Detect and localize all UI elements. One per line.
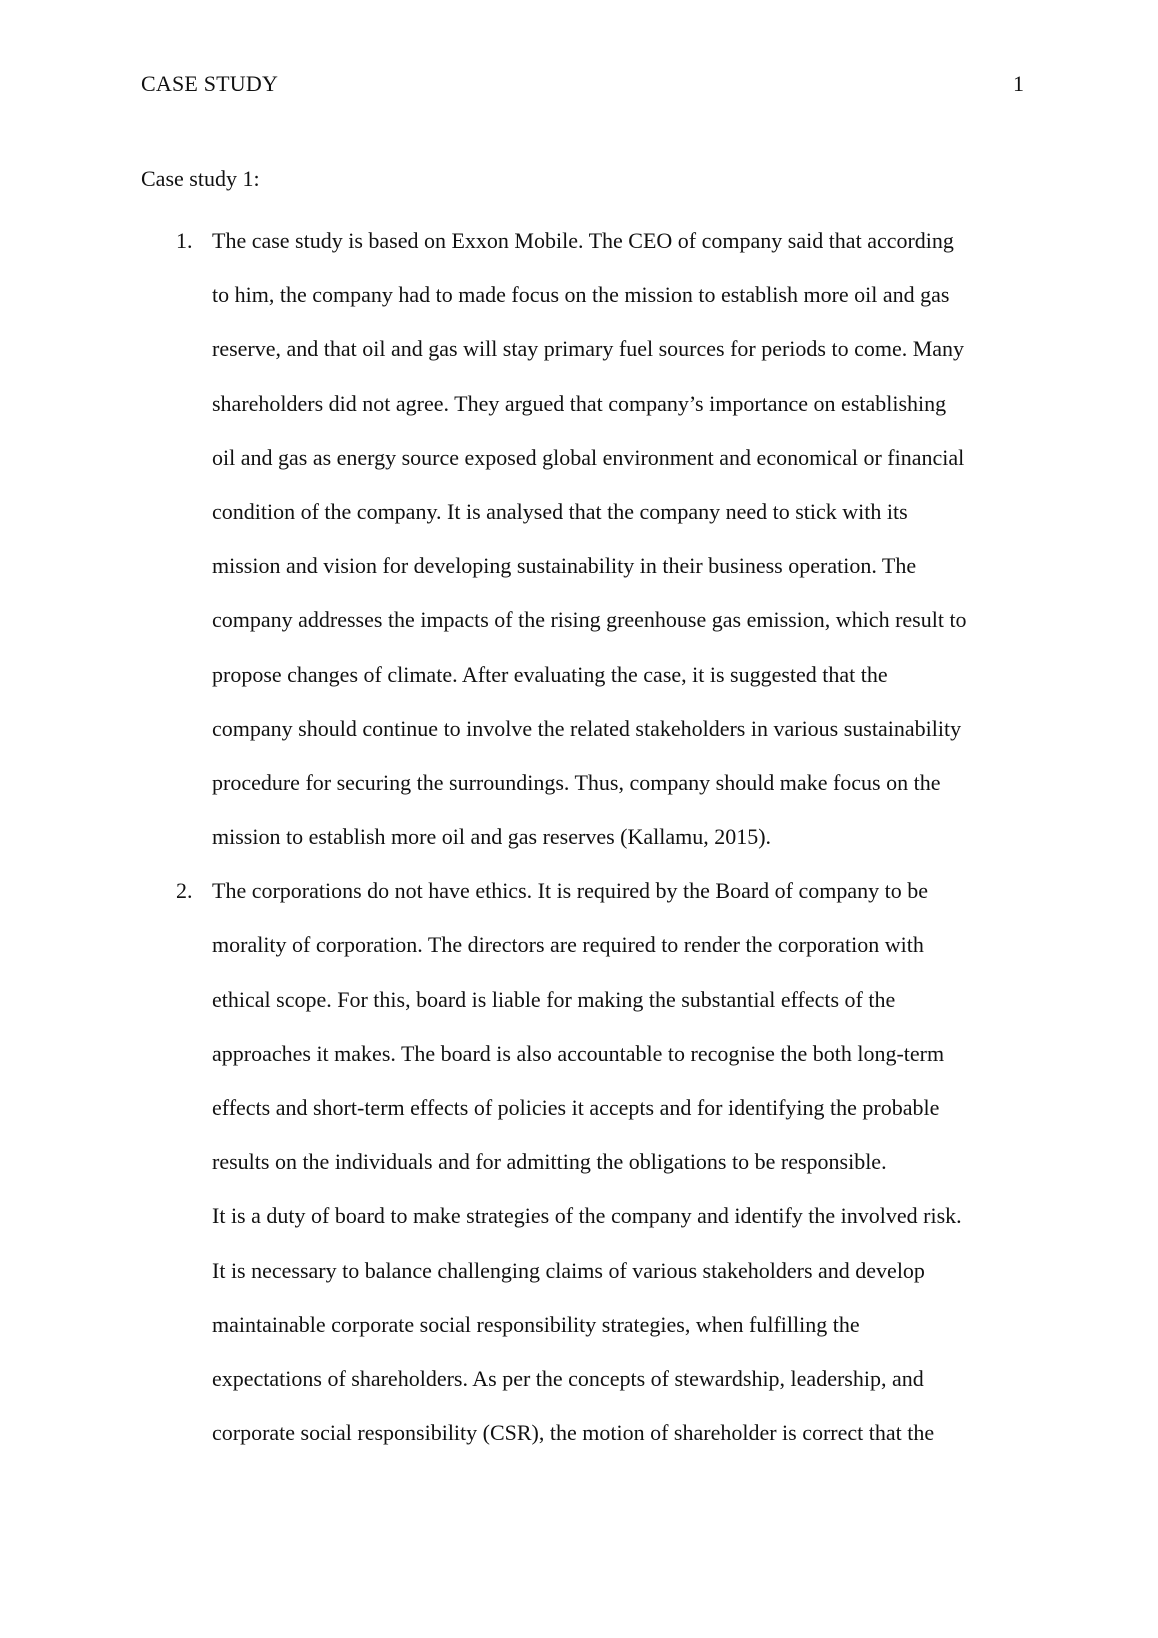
paragraph-line: procedure for securing the surroundings. Thus, company should make focus on the — [212, 769, 941, 795]
paragraph-line: expectations of shareholders. As per the concepts of stewardship, leadership, and — [212, 1365, 924, 1391]
list-item-paragraph — [212, 214, 1021, 864]
list-item-paragraph — [212, 864, 1021, 1460]
paragraph-line: It is necessary to balance challenging claims of various stakeholders and develop — [212, 1257, 925, 1283]
numbered-list — [141, 214, 1021, 1460]
page-number: 1 — [1013, 71, 1024, 96]
section-heading: Case study 1: — [141, 166, 260, 191]
paragraph-line: ethical scope. For this, board is liable for making the substantial effects of the — [212, 986, 896, 1012]
paragraph-line: The corporations do not have ethics. It is required by the Board of company to be — [212, 878, 929, 904]
list-item-2 — [141, 864, 1021, 1460]
paragraph-line: reserve, and that oil and gas will stay primary fuel sources for periods to come. Many — [212, 336, 965, 362]
paragraph-line: It is a duty of board to make strategies of the company and identify the involved risk. — [212, 1203, 962, 1229]
list-item-number: 2. — [176, 878, 193, 904]
paragraph-line: mission to establish more oil and gas reserves (Kallamu, 2015). — [212, 824, 772, 850]
paragraph-line: maintainable corporate social responsibility strategies, when fulfilling the — [212, 1311, 860, 1337]
list-item-1 — [141, 214, 1021, 864]
paragraph-line: results on the individuals and for admitting the obligations to be responsible. — [212, 1149, 887, 1175]
paragraph-line: oil and gas as energy source exposed global environment and economical or financial — [212, 444, 965, 470]
paragraph-line: The case study is based on Exxon Mobile. The CEO of company said that according — [212, 228, 954, 253]
paragraph-line: morality of corporation. The directors are required to render the corporation with — [212, 932, 924, 958]
paragraph-line: company should continue to involve the related stakeholders in various sustainability — [212, 715, 962, 741]
running-header-title: CASE STUDY — [141, 71, 279, 96]
paragraph-line: corporate social responsibility (CSR), the motion of shareholder is correct that the — [212, 1420, 935, 1446]
paragraph-line: propose changes of climate. After evaluating the case, it is suggested that the — [212, 661, 888, 687]
paragraph-line: mission and vision for developing sustainability in their business operation. The — [212, 553, 917, 579]
paragraph-line: approaches it makes. The board is also accountable to recognise the both long-term — [212, 1040, 945, 1066]
paragraph-line: company addresses the impacts of the rising greenhouse gas emission, which result to — [212, 607, 967, 633]
paragraph-line: condition of the company. It is analysed that the company need to stick with its — [212, 498, 908, 524]
paragraph-line: to him, the company had to made focus on the mission to establish more oil and gas — [212, 282, 950, 308]
list-item-number: 1. — [176, 228, 193, 253]
paragraph-line: effects and short-term effects of policies it accepts and for identifying the probable — [212, 1095, 940, 1120]
paragraph-line: shareholders did not agree. They argued that company’s importance on establishing — [212, 390, 947, 416]
